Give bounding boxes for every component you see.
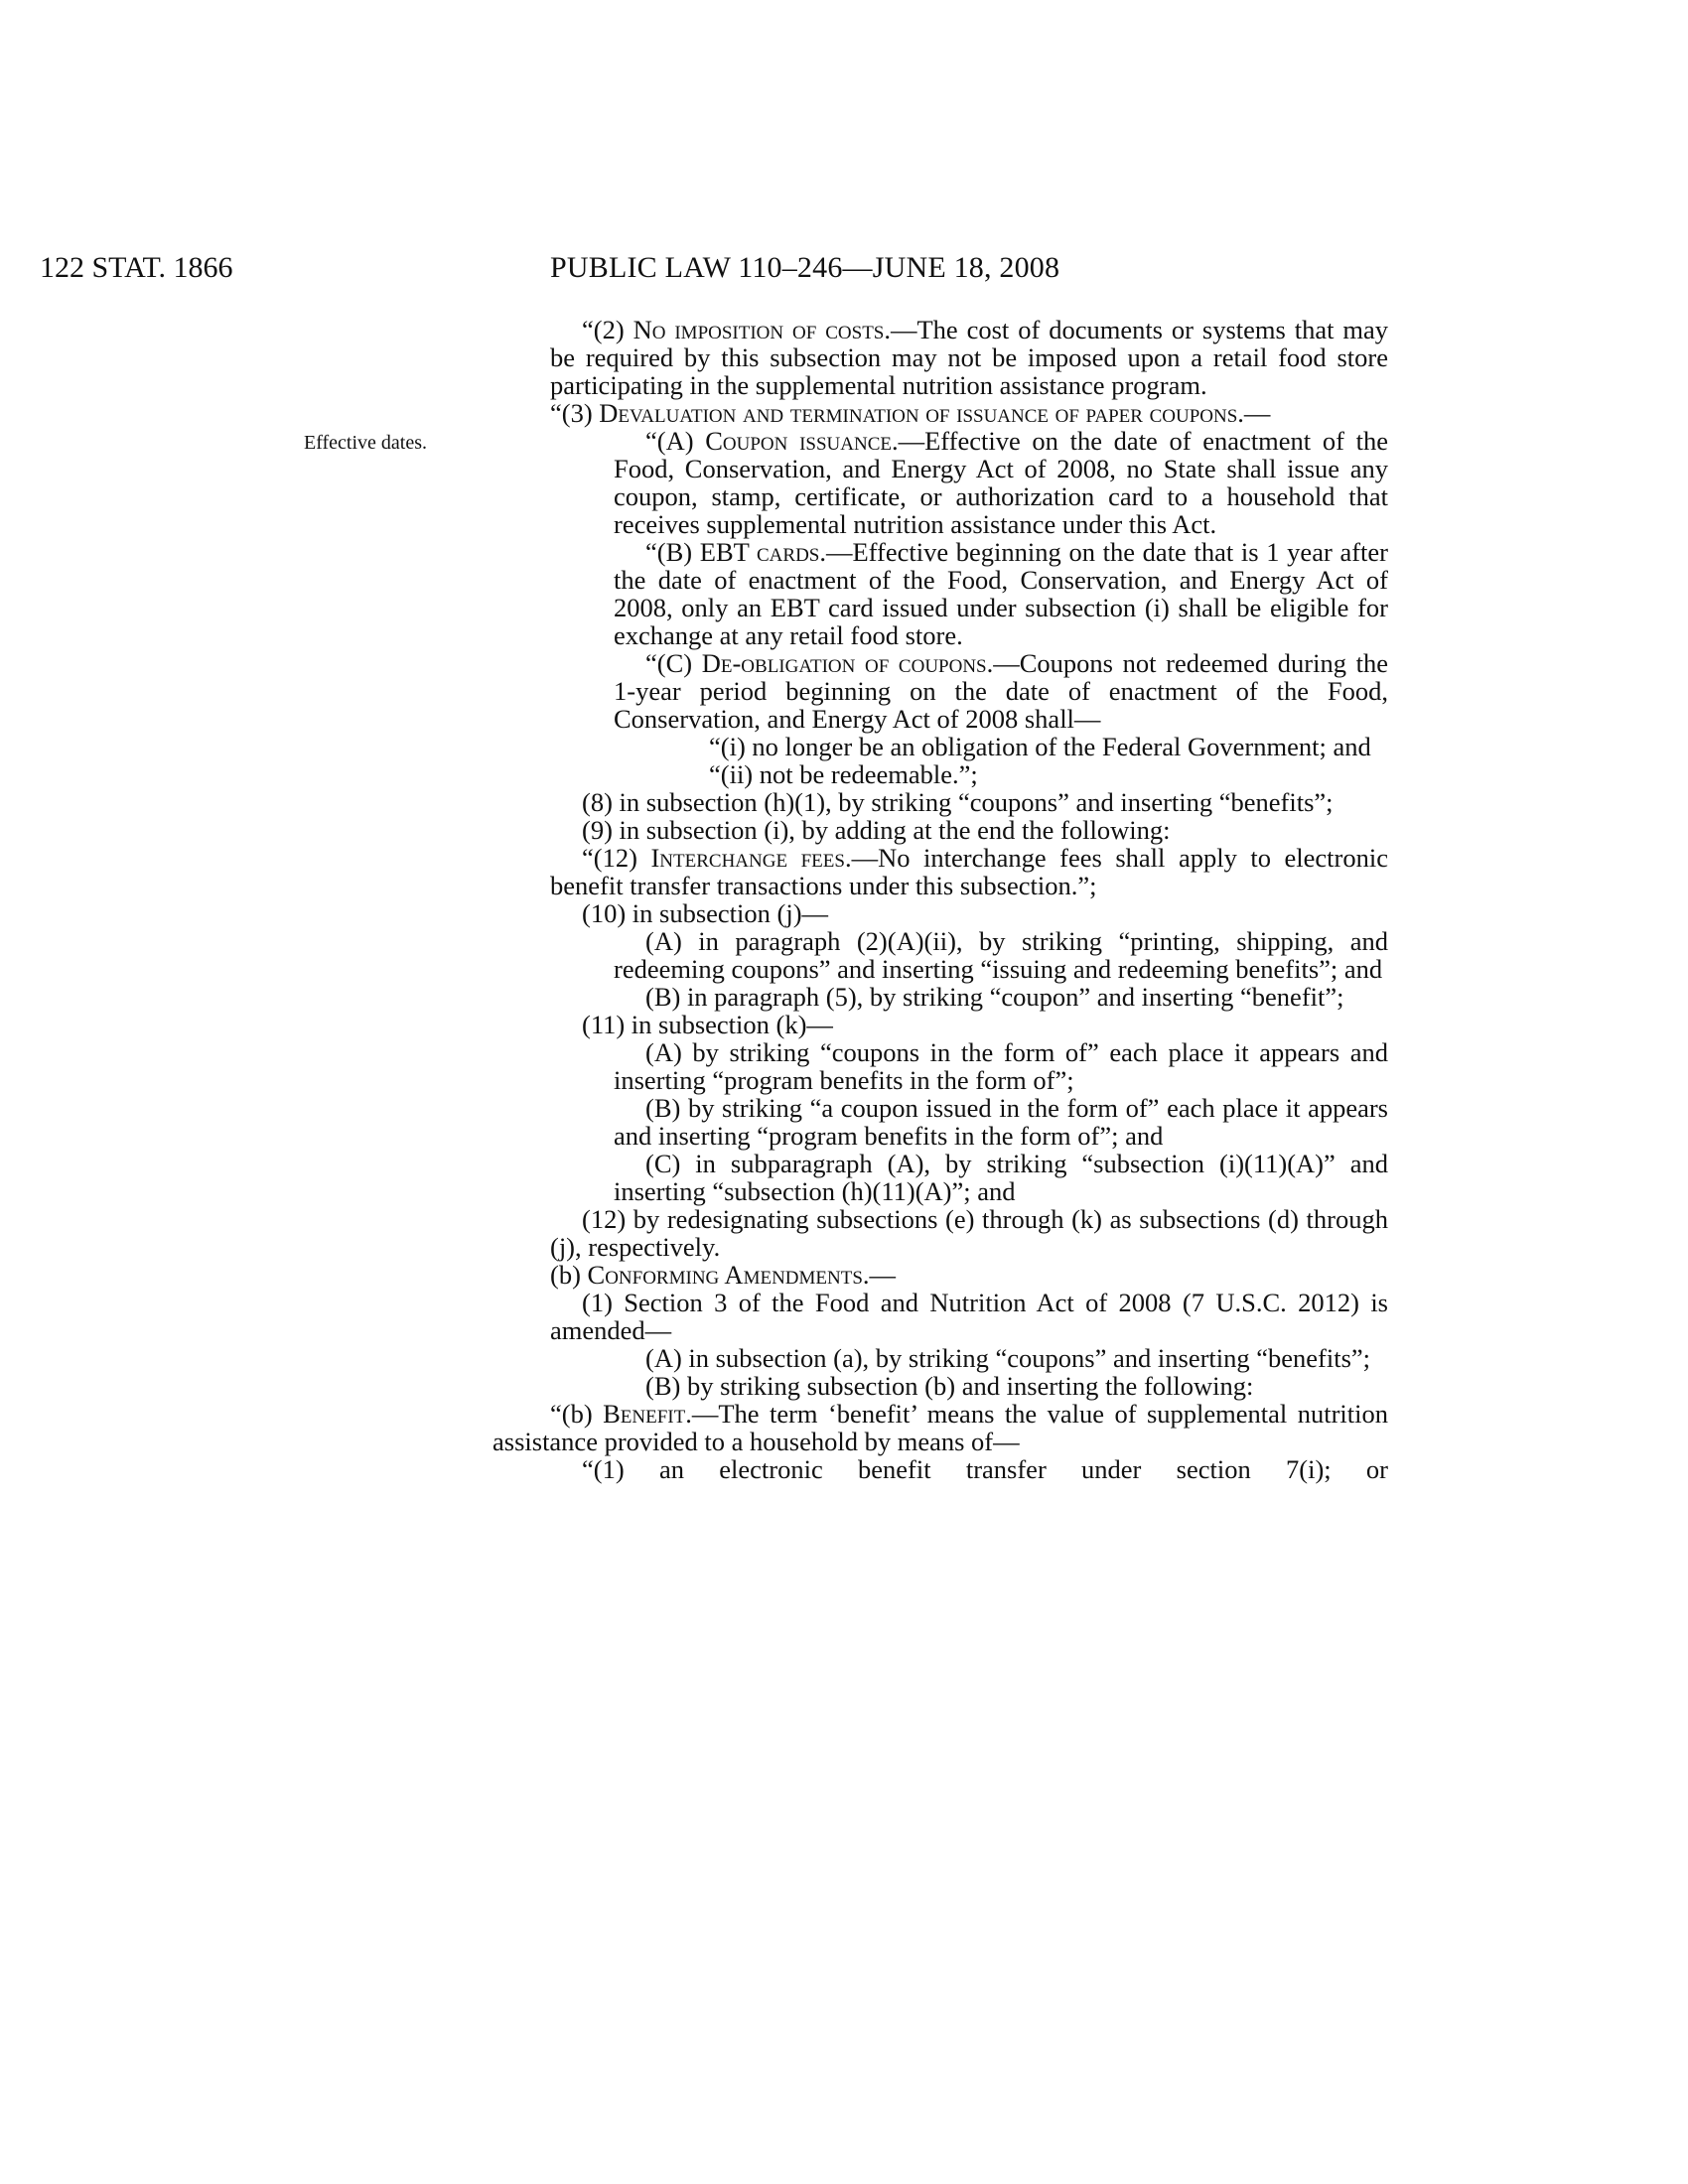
paragraph-text: —Effective on the date of enactment of the Food, Conservation, and Energy Act of 2008, no State shall issue any coupon, stamp, certificate, or authorization card to a household that receives supplemental nutrition assistance under this Act. [614, 426, 1388, 539]
item-12-redesignating: (12) by redesignating subsections (e) through (k) as subsections (d) through (j), respectively. [550, 1204, 1388, 1262]
subparagraph-b-ebt-cards [614, 538, 1388, 649]
paragraph-heading: Interchange fees. [650, 843, 852, 873]
clause-ii-not-redeemable: “(ii) not be redeemable.”; [709, 759, 978, 789]
statute-page-reference: 122 STAT. 1866 [40, 251, 233, 284]
paragraph-text: —No interchange fees shall apply to electronic benefit transfer transactions under this subsection.”; [550, 843, 1388, 900]
clause-i-no-longer-obligation: “(i) no longer be an obligation of the Federal Government; and [709, 732, 1371, 761]
item-8-subsection-h1: (8) in subsection (h)(1), by striking “coupons” and inserting “benefits”; [582, 787, 1334, 817]
paragraph-text: —Effective beginning on the date that is 1 year after the date of enactment of the Food, Conservation, and Energy Act of 2008, only an EBT card issued under subsection (i) shall be eligible for exchange at any retail food store. [614, 537, 1388, 650]
paragraph-text: —The term ‘benefit’ means the value of supplemental nutrition assistance provided to a household by means of— [492, 1399, 1388, 1456]
section-3-amended: (1) Section 3 of the Food and Nutrition Act of 2008 (7 U.S.C. 2012) is amended— [550, 1288, 1388, 1345]
paragraph-heading: Benefit. [603, 1399, 692, 1429]
section-3b-subsection-b: (B) by striking subsection (b) and inserting the following: [645, 1371, 1254, 1401]
paragraph-text: — [869, 1260, 897, 1290]
margin-note-effective-dates: Effective dates. [304, 432, 428, 454]
paragraph-text: — [1243, 398, 1271, 428]
paragraph-number: “(b) [550, 1399, 604, 1429]
subparagraph-c-de-obligation [614, 649, 1388, 733]
item-10b-paragraph-5: (B) in paragraph (5), by striking “coupon” and inserting “benefit”; [645, 982, 1344, 1012]
paragraph-number: “(A) [645, 426, 706, 456]
item-11c-subparagraph-a: (C) in subparagraph (A), by striking “subsection (i)(11)(A)” and inserting “subsection (h)(11)(A)”; and [614, 1149, 1388, 1206]
item-9-subsection-i: (9) in subsection (i), by adding at the end the following: [582, 815, 1171, 845]
item-10-subsection-j: (10) in subsection (j)— [582, 898, 829, 928]
running-title: PUBLIC LAW 110–246—JUNE 18, 2008 [550, 251, 1060, 284]
paragraph-number: “(C) [645, 648, 702, 678]
definition-benefit [492, 1400, 1388, 1455]
paragraph-heading: Coupon issuance. [705, 426, 899, 456]
item-10a-paragraph-2aii: (A) in paragraph (2)(A)(ii), by striking “printing, shipping, and redeeming coupons” and inserting “issuing and redeeming benefits”; and [614, 926, 1388, 984]
paragraph-number: (b) [550, 1260, 588, 1290]
item-11b-coupon-issued: (B) by striking “a coupon issued in the form of” each place it appears and inserting “program benefits in the form of”; and [614, 1093, 1388, 1151]
paragraph-text: —Coupons not redeemed during the 1-year period beginning on the date of enactment of the Food, Conservation, and Energy Act of 2008 shall— [614, 648, 1388, 734]
item-11a-coupons-in-form-of: (A) by striking “coupons in the form of” each place it appears and inserting “program benefits in the form of”; [614, 1037, 1388, 1095]
paragraph-heading: Devaluation and termination of issuance of paper coupons. [599, 398, 1244, 428]
conforming-amendments-heading [550, 1261, 1388, 1289]
paragraph-number: “(2) [582, 315, 633, 344]
page-header [0, 248, 1688, 288]
paragraph-number: “(12) [582, 843, 651, 873]
paragraph-2-no-imposition-of-costs [550, 316, 1388, 399]
subparagraph-a-coupon-issuance [614, 427, 1388, 538]
paragraph-number: “(B) [645, 537, 700, 567]
item-11-subsection-k: (11) in subsection (k)— [582, 1010, 833, 1039]
paragraph-12-interchange-fees [550, 844, 1388, 899]
statute-body [0, 316, 1688, 1483]
paragraph-heading: No imposition of costs. [633, 315, 891, 344]
paragraph-text: —The cost of documents or systems that may be required by this subsection may not be imposed upon a retail food store participating in the supplemental nutrition assistance program. [550, 315, 1388, 400]
paragraph-heading: EBT cards. [699, 537, 826, 567]
paragraph-number: “(3) [550, 398, 600, 428]
paragraph-heading: De-obligation of coupons. [701, 648, 994, 678]
section-3a-subsection-a: (A) in subsection (a), by striking “coupons” and inserting “benefits”; [645, 1343, 1371, 1373]
paragraph-heading: Conforming Amendments. [587, 1260, 870, 1290]
final-line-electronic-benefit-transfer: “(1) an electronic benefit transfer under section 7(i); or [582, 1454, 1388, 1484]
paragraph-3-devaluation [550, 398, 1388, 428]
